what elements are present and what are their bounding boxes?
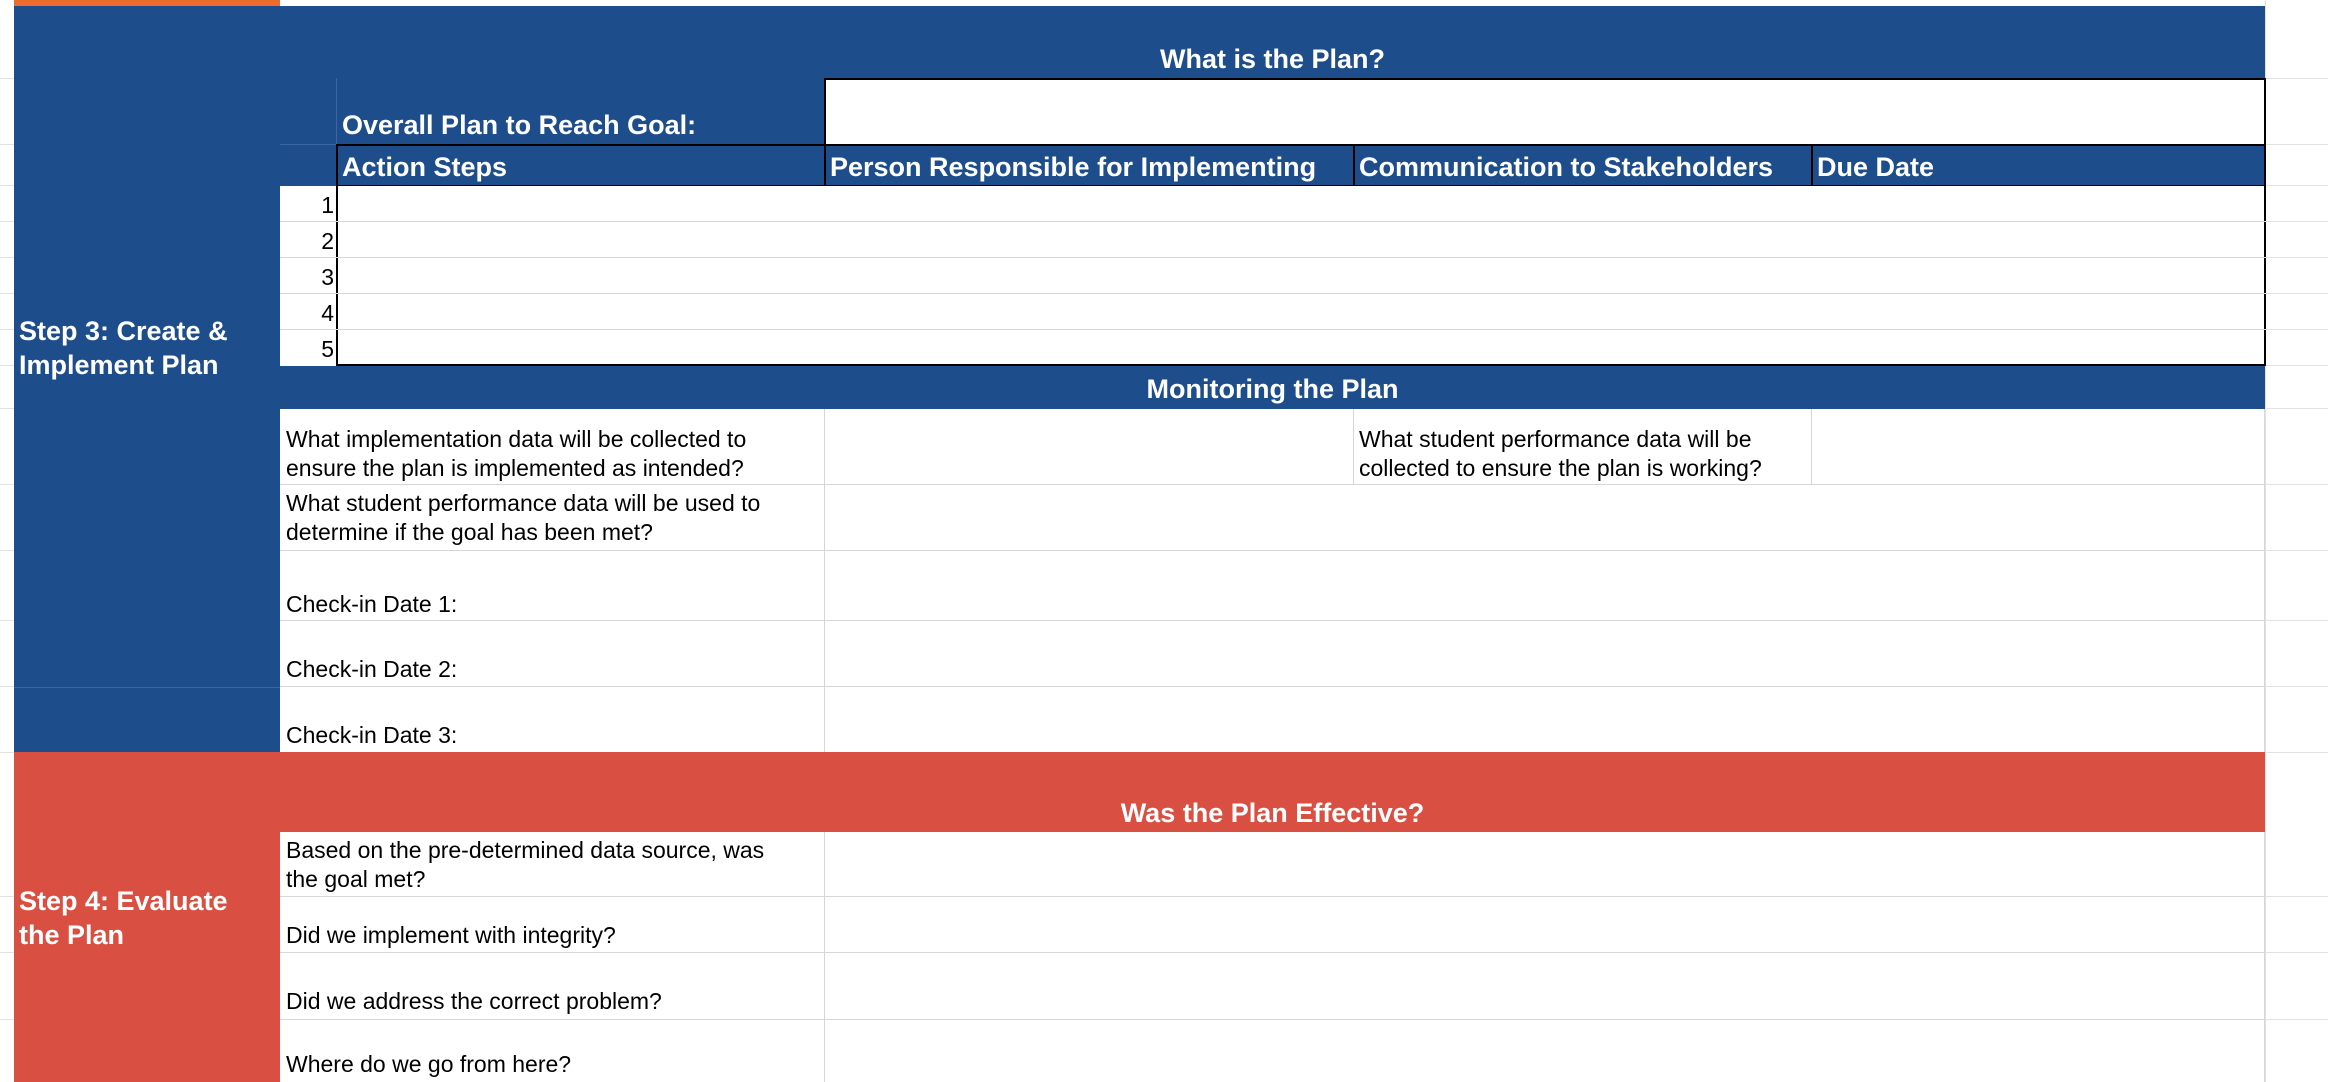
question-line: ensure the plan is implemented as intended? (286, 455, 744, 481)
question-implementation-data (286, 425, 746, 483)
column-header-action-steps[interactable]: Action Steps (342, 152, 508, 182)
checkin-date-3-input[interactable] (826, 687, 2264, 752)
table-row[interactable] (280, 222, 2266, 258)
question-line: determine if the goal has been met? (286, 519, 653, 545)
column-divider (824, 832, 825, 1082)
column-divider (1811, 409, 1812, 485)
question-student-performance-working (1359, 425, 1762, 483)
question-goal-met-data (286, 489, 760, 547)
table-row[interactable] (280, 258, 2266, 294)
question-line: What student performance data will be (1359, 426, 1752, 452)
checkin-date-1-label: Check-in Date 1: (286, 591, 458, 617)
checkin-date-1-input[interactable] (826, 551, 2264, 620)
row-number: 5 (321, 336, 334, 362)
question-line: the goal met? (286, 866, 426, 892)
question-line: What implementation data will be collected to (286, 426, 747, 452)
step3-label-line1: Step 3: Create & (19, 316, 228, 346)
overall-plan-input[interactable] (824, 78, 2266, 146)
section-title-what-is-the-plan: What is the Plan? (1159, 44, 1386, 74)
step4-label (19, 884, 228, 952)
step3-label (19, 314, 228, 382)
step3-label-line2: Implement Plan (19, 350, 219, 380)
step4-label-cell[interactable] (14, 752, 280, 1082)
column-header-communication[interactable]: Communication to Stakeholders (1359, 152, 1774, 182)
checkin-date-2-input[interactable] (826, 621, 2264, 686)
question-where-next: Where do we go from here? (286, 1051, 572, 1077)
row-number: 4 (321, 300, 334, 326)
question-implement-integrity: Did we implement with integrity? (286, 922, 616, 948)
column-divider (2264, 409, 2265, 752)
overall-plan-label: Overall Plan to Reach Goal: (342, 110, 697, 140)
section-title-plan-effective: Was the Plan Effective? (1120, 798, 1425, 828)
row-number: 2 (321, 228, 334, 254)
question-goal-met (286, 836, 764, 894)
question-line: What student performance data will be used to (286, 490, 761, 516)
column-divider (824, 409, 825, 752)
table-row[interactable] (280, 294, 2266, 330)
goal-met-data-input[interactable] (826, 485, 2264, 550)
row-number: 3 (321, 264, 334, 290)
section-title-monitoring: Monitoring the Plan (1146, 374, 1399, 404)
checkin-date-3-label: Check-in Date 3: (286, 722, 458, 748)
question-correct-problem: Did we address the correct problem? (286, 988, 662, 1014)
column-header-due-date[interactable]: Due Date (1817, 152, 1935, 182)
row-number: 1 (321, 192, 334, 218)
row-divider (14, 687, 280, 688)
correct-problem-input[interactable] (826, 953, 2264, 1019)
where-next-input[interactable] (826, 1020, 2264, 1082)
step4-label-line2: the Plan (19, 920, 125, 950)
implement-integrity-input[interactable] (826, 897, 2264, 952)
column-divider (1353, 409, 1354, 485)
column-header-person-responsible[interactable]: Person Responsible for Implementing (830, 152, 1317, 182)
table-row[interactable] (280, 330, 2266, 366)
question-line: Based on the pre-determined data source, was (286, 837, 765, 863)
student-performance-working-input[interactable] (1813, 410, 2264, 484)
question-line: collected to ensure the plan is working? (1359, 455, 1762, 481)
implementation-data-input[interactable] (826, 410, 1353, 484)
column-divider (2264, 832, 2265, 1082)
step4-label-line1: Step 4: Evaluate (19, 886, 228, 916)
table-row[interactable] (280, 186, 2266, 222)
step3-label-cell[interactable] (14, 6, 280, 752)
checkin-date-2-label: Check-in Date 2: (286, 656, 458, 682)
goal-met-input[interactable] (826, 833, 2264, 896)
